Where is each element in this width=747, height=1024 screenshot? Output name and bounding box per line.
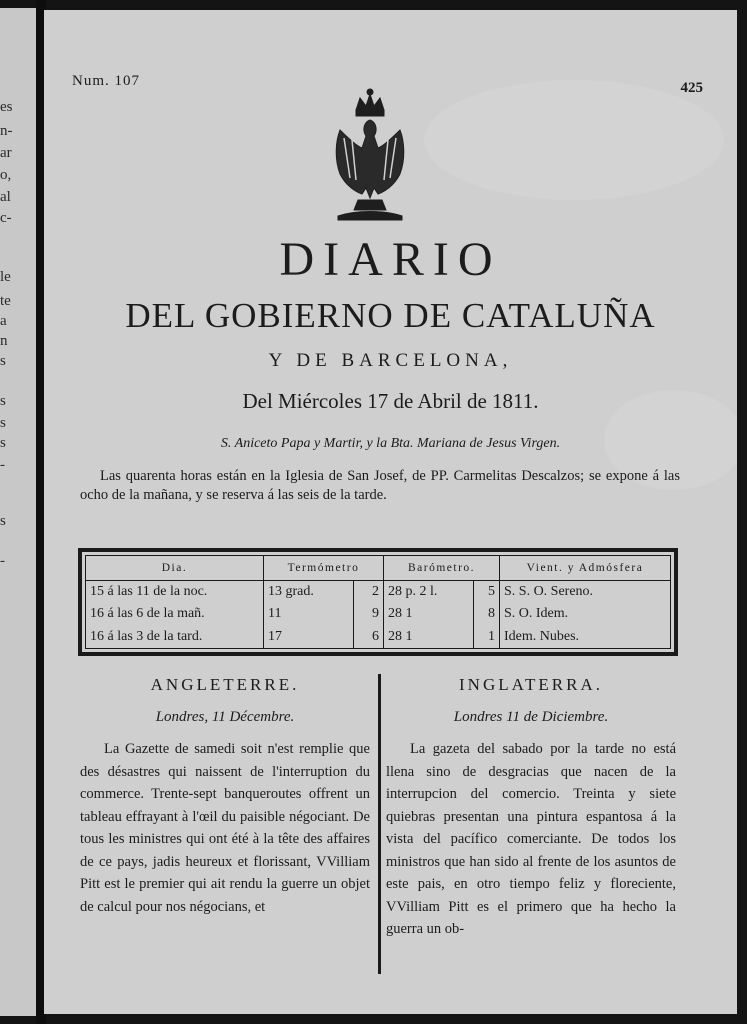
weather-barometer-fraction: 8 [474,603,500,625]
newspaper-subtitle-city: Y DE BARCELONA, [268,350,513,371]
weather-wind: S. S. O. Sereno. [504,584,594,600]
page-number: 425 [680,80,703,96]
issue-number: Num. 107 [72,73,140,89]
left-page-fragment: - [0,553,5,569]
article-spanish [386,670,676,941]
left-page-fragment: c- [0,210,12,226]
weather-row [86,626,671,649]
left-page-fragment: n- [0,123,13,139]
weather-barometer-fraction: 1 [474,626,500,649]
article-heading: ANGLETERRE. [150,675,300,694]
weather-barometer: 28 p. 2 l. [384,581,474,604]
left-page-fragment: le [0,269,11,285]
church-notice: Las quarenta horas están en la Iglesia de San Josef, de PP. Carmelitas Descalzos; se expone á las ocho de la mañana, y se reserva á las seis de la tarde. [80,468,680,503]
weather-thermometer-fraction: 6 [354,626,384,649]
left-page-fragment: o, [0,167,12,183]
left-page-fragment: s [0,435,6,451]
article-body: La gazeta del sabado por la tarde no está llena sino de desgracias que nacen de la interrupcion del comercio. Treinta y siete quiebras presentan una pintura espantosa á la vista del pacífico comerciante. De todos los ministros que han sido al frente de los asuntos de este pais, en otro tiempo feliz y floreciente, VVilliam Pitt es el primero que ha hecho la guerra un ob- [386,741,676,937]
newspaper-title: DIARIO [279,233,502,286]
weather-thermometer-fraction: 9 [354,603,384,625]
left-page-fragment: s [0,415,6,431]
column-divider [378,674,381,974]
newspaper-subtitle: DEL GOBIERNO DE CATALUÑA [125,296,656,335]
article-body: La Gazette de samedi soit n'est remplie que des désastres qui naissent de l'interruption du commerce. Trente-sept banqueroutes offrent un tableau effrayant à l'œil du paisible négociant. De tous les ministres qui ont été à la tête des affaires de ce pays, jadis heureux et florissant, VVilliam Pitt est le premier qui ait rendu la guerre un objet de calcul pour nos négocians, et [80,741,370,915]
weather-wind: S. O. Idem. [504,606,569,622]
article-heading: INGLATERRA. [459,675,603,694]
article-french [80,670,370,918]
article-dateline: Londres, 11 Décembre. [155,709,295,725]
left-page-fragment: - [0,457,5,473]
weather-header-thermometer: Termómetro [264,556,384,581]
left-page-fragment: n [0,333,8,349]
weather-thermometer: 17 [264,626,354,649]
weather-day: 16 á las 6 de la mañ. [86,603,264,625]
left-page-edge [0,8,38,1016]
weather-table [78,548,678,656]
left-page-fragment: a [0,313,7,329]
left-page-fragment: ar [0,145,12,161]
left-page-fragment: s [0,513,6,529]
weather-thermometer: 13 grad. [264,581,354,604]
weather-header-barometer: Barómetro. [384,556,500,581]
paper-stain [424,80,724,200]
weather-barometer-fraction: 5 [474,581,500,604]
weather-header-wind: Vient. y Admósfera [500,556,671,581]
weather-thermometer-fraction: 2 [354,581,384,604]
left-page-fragment: al [0,189,11,205]
issue-date: Del Miércoles 17 de Abril de 1811. [242,389,539,413]
weather-day: 15 á las 11 de la noc. [86,581,264,604]
left-page-fragment: s [0,353,6,369]
weather-barometer: 28 1 [384,603,474,625]
left-page-fragment: s [0,393,6,409]
article-dateline: Londres 11 de Diciembre. [453,709,609,725]
left-page-fragment: es [0,99,13,115]
weather-row [86,581,671,604]
left-page-fragment: te [0,293,11,309]
weather-header-day: Dia. [86,556,264,581]
weather-header-row [86,556,671,581]
weather-day: 16 á las 3 de la tard. [86,626,264,649]
weather-barometer: 28 1 [384,626,474,649]
saints-of-the-day: S. Aniceto Papa y Martir, y la Bta. Mariana de Jesus Virgen. [220,436,561,451]
weather-thermometer: 11 [264,603,354,625]
crowned-eagle-emblem [326,88,414,228]
weather-row [86,603,671,625]
newspaper-page [44,10,737,1014]
weather-wind: Idem. Nubes. [504,628,580,644]
